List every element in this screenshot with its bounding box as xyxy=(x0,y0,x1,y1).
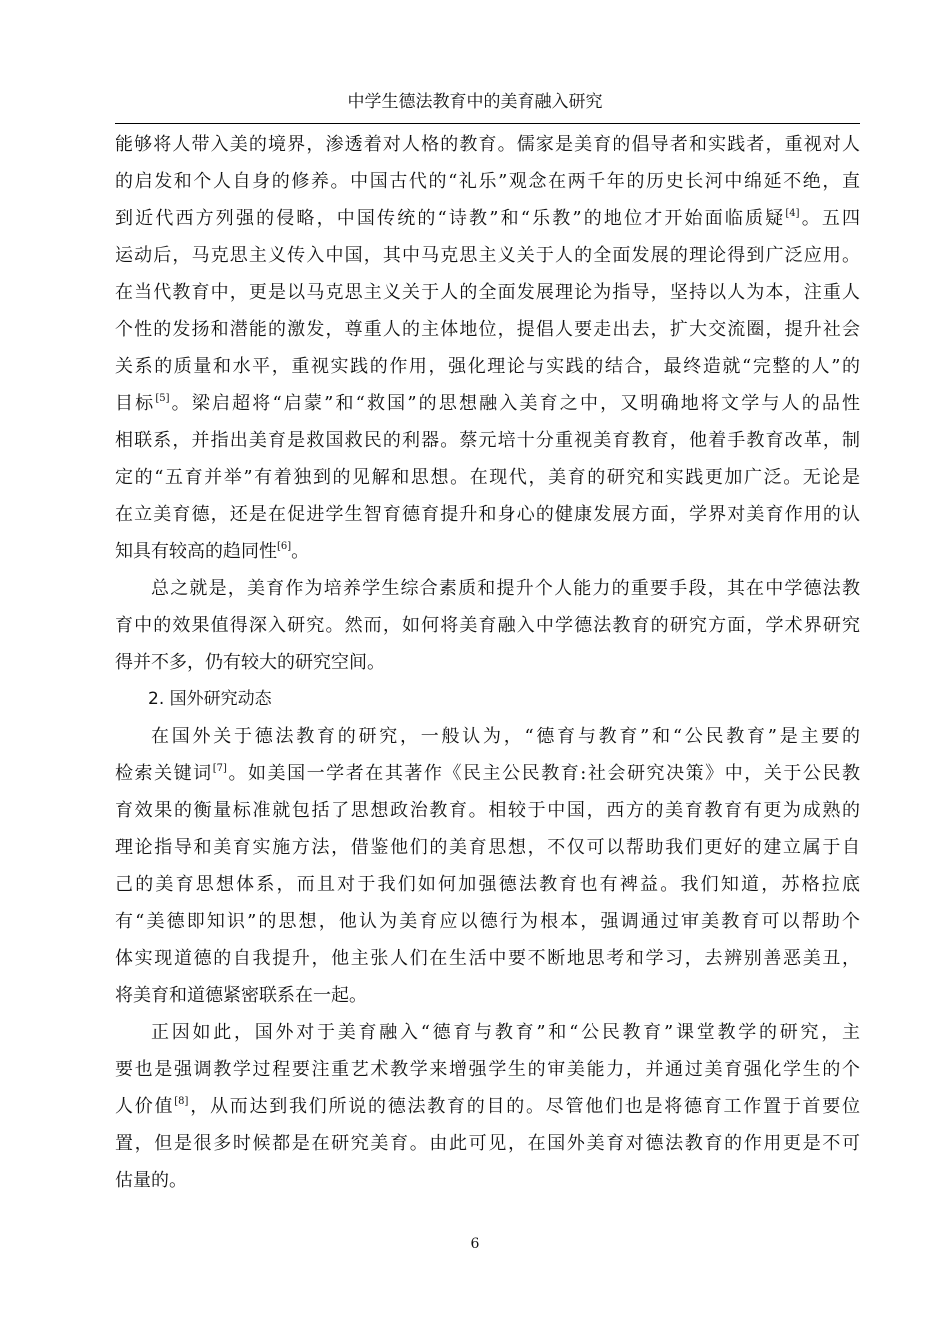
text-line xyxy=(115,533,860,570)
line-text: 将美育和道德紧密联系在一起。 xyxy=(115,985,367,1006)
text-line xyxy=(115,422,860,459)
line-text: 要也是强调教学过程要注重艺术教学来增强学生的审美能力，并通过美育强化学生的个 xyxy=(115,1059,860,1080)
line-text: 估量的。 xyxy=(115,1170,187,1191)
line-text: 的启发和个人自身的修养。中国古代的“礼乐”观念在两千年的历史长河中绵延不绝，直 xyxy=(115,171,860,192)
text-line xyxy=(115,496,860,533)
text-line xyxy=(115,718,860,755)
section-heading xyxy=(115,681,860,718)
line-text-tail: 。 xyxy=(291,541,310,562)
text-line xyxy=(115,607,860,644)
line-text: 人价值 xyxy=(115,1096,175,1117)
line-text: 定的“五育并举”有着独到的见解和思想。在现代，美育的研究和实践更加广泛。无论是 xyxy=(115,467,860,488)
line-text: 在立美育德，还是在促进学生智育德育提升和身心的健康发展方面，学界对美育作用的认 xyxy=(115,504,860,525)
line-text: 有“美德即知识”的思想，他认为美育应以德行为根本，强调通过审美教育可以帮助个 xyxy=(115,911,860,932)
text-line xyxy=(115,1088,860,1125)
line-text: 理论指导和美育实施方法，借鉴他们的美育思想，不仅可以帮助我们更好的建立属于自 xyxy=(115,837,860,858)
line-text: 体实现道德的自我提升，他主张人们在生活中要不断地思考和学习，去辨别善恶美丑， xyxy=(115,948,860,969)
citation-marker: [7] xyxy=(212,763,227,774)
line-text: 在国外关于德法教育的研究，一般认为，“德育与教育”和“公民教育”是主要的 xyxy=(151,726,860,747)
text-line xyxy=(115,1162,860,1199)
line-text: 关系的质量和水平，重视实践的作用，强化理论与实践的结合，最终造就“完整的人”的 xyxy=(115,356,860,377)
citation-marker: [4] xyxy=(785,208,800,219)
running-header: 中学生德法教育中的美育融入研究 xyxy=(347,92,603,112)
text-line xyxy=(115,644,860,681)
line-text: 在当代教育中，更是以马克思主义关于人的全面发展理论为指导，坚持以人为本，注重人 xyxy=(115,282,860,303)
text-line xyxy=(115,274,860,311)
line-text: 2. 国外研究动态 xyxy=(148,689,272,709)
header-rule xyxy=(115,123,860,124)
text-line xyxy=(115,829,860,866)
line-text: 到近代西方列强的侵略，中国传统的“诗教”和“乐教”的地位才开始面临质疑 xyxy=(115,208,786,229)
citation-marker: [5] xyxy=(155,393,170,404)
line-text: 得并不多，仍有较大的研究空间。 xyxy=(115,652,385,673)
line-text: 知具有较高的趋同性 xyxy=(115,541,277,562)
text-line xyxy=(115,348,860,385)
line-text: 运动后，马克思主义传入中国，其中马克思主义关于人的全面发展的理论得到广泛应用。 xyxy=(115,245,860,266)
text-line xyxy=(115,237,860,274)
line-text: 能够将人带入美的境界，渗透着对人格的教育。儒家是美育的倡导者和实践者，重视对人 xyxy=(115,134,860,155)
text-line xyxy=(115,903,860,940)
line-text: 育中的效果值得深入研究。然而，如何将美育融入中学德法教育的研究方面，学术界研究 xyxy=(115,615,860,636)
text-line xyxy=(115,570,860,607)
text-line xyxy=(115,126,860,163)
line-text: 检索关键词 xyxy=(115,763,213,784)
line-text: 己的美育思想体系，而且对于我们如何加强德法教育也有裨益。我们知道，苏格拉底 xyxy=(115,874,860,895)
text-line xyxy=(115,940,860,977)
line-text-tail: 。梁启超将“启蒙”和“救国”的思想融入美育之中，又明确地将文学与人的品性 xyxy=(169,393,861,414)
text-line xyxy=(115,385,860,422)
text-line xyxy=(115,792,860,829)
body-text xyxy=(115,126,860,1199)
line-text-tail: ，从而达到我们所说的德法教育的目的。尽管他们也是将德育工作置于首要位 xyxy=(188,1096,861,1117)
line-text: 正因如此，国外对于美育融入“德育与教育”和“公民教育”课堂教学的研究，主 xyxy=(151,1022,860,1043)
text-line xyxy=(115,163,860,200)
line-text-tail: 。如美国一学者在其著作《民主公民教育:社会研究决策》中，关于公民教 xyxy=(226,763,861,784)
line-text: 总之就是，美育作为培养学生综合素质和提升个人能力的重要手段，其在中学德法教 xyxy=(151,578,860,599)
page-number: 6 xyxy=(470,1236,480,1252)
line-text-tail: 。五四 xyxy=(799,208,861,229)
text-line xyxy=(115,1014,860,1051)
text-line xyxy=(115,755,860,792)
line-text: 置，但是很多时候都是在研究美育。由此可见，在国外美育对德法教育的作用更是不可 xyxy=(115,1133,860,1154)
text-line xyxy=(115,1125,860,1162)
citation-marker: [8] xyxy=(174,1096,189,1107)
text-line xyxy=(115,459,860,496)
line-text: 相联系，并指出美育是救国救民的利器。蔡元培十分重视美育教育，他着手教育改革，制 xyxy=(115,430,860,451)
text-line xyxy=(115,866,860,903)
citation-marker: [6] xyxy=(277,541,292,552)
text-line xyxy=(115,977,860,1014)
text-line xyxy=(115,311,860,348)
line-text: 个性的发扬和潜能的激发，尊重人的主体地位，提倡人要走出去，扩大交流圈，提升社会 xyxy=(115,319,860,340)
text-line xyxy=(115,200,860,237)
line-text: 目标 xyxy=(115,393,156,414)
line-text: 育效果的衡量标准就包括了思想政治教育。相较于中国，西方的美育教育有更为成熟的 xyxy=(115,800,860,821)
text-line xyxy=(115,1051,860,1088)
